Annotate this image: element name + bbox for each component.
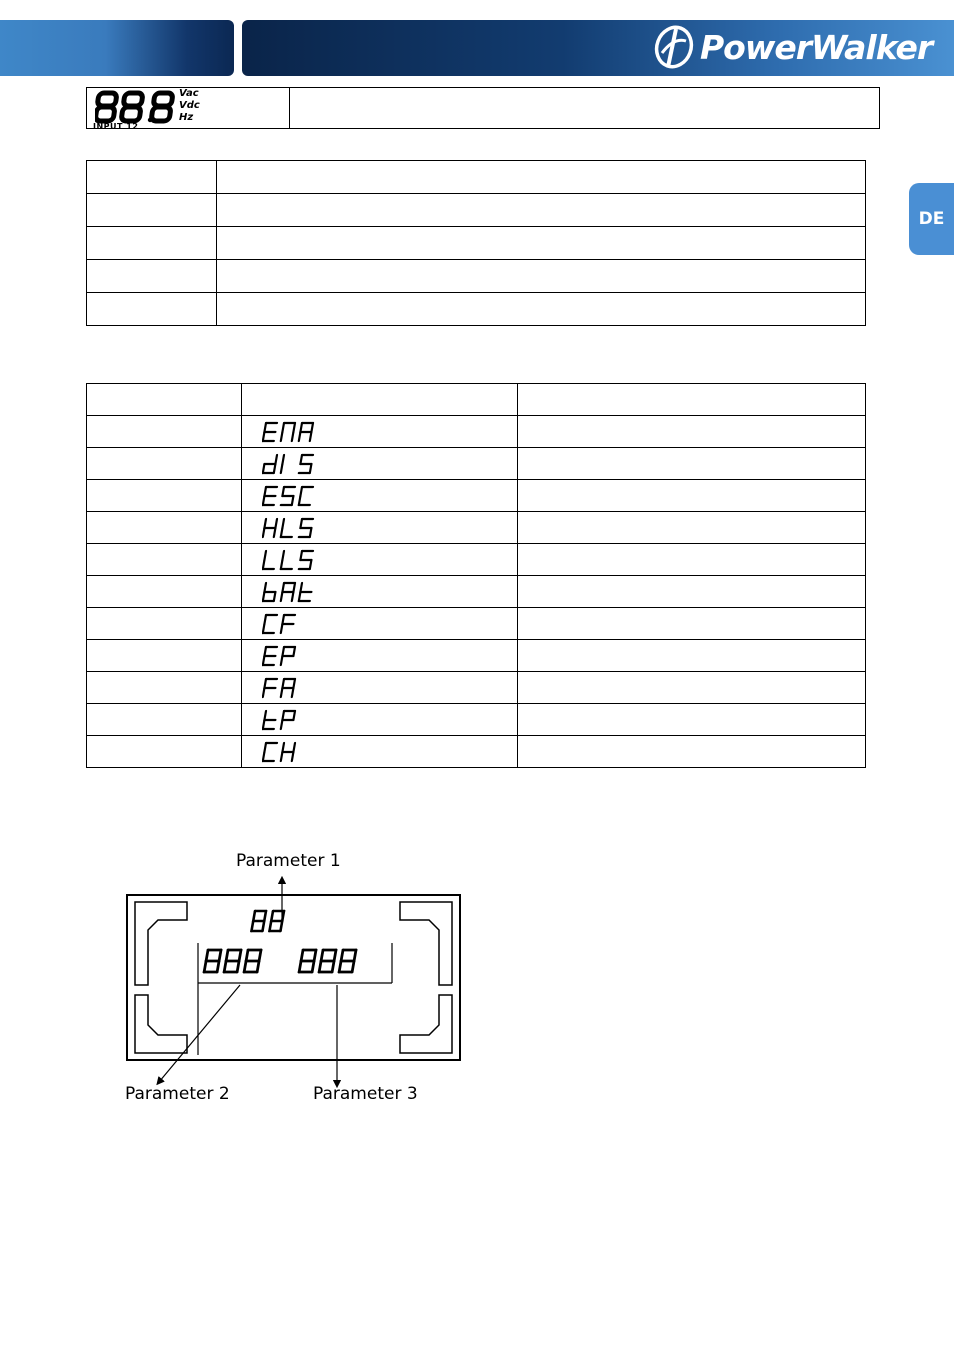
segment-f xyxy=(271,911,273,921)
segment-e xyxy=(244,961,246,972)
segment-e xyxy=(224,961,226,972)
segment-c xyxy=(312,961,314,972)
segment-c xyxy=(217,961,219,972)
segment-c xyxy=(352,961,354,972)
segment-e xyxy=(319,961,321,972)
segment-f xyxy=(341,950,343,961)
segment-f xyxy=(253,911,255,921)
segment-e xyxy=(299,961,301,972)
segment-c xyxy=(257,961,259,972)
segment-f xyxy=(301,950,303,961)
brand-name: PowerWalker xyxy=(700,27,933,67)
input-label: INPUT 12 xyxy=(93,122,139,131)
segment-b xyxy=(354,950,356,961)
segment-c xyxy=(262,921,264,931)
segment-f xyxy=(321,950,323,961)
segment-f xyxy=(206,950,208,961)
segment-b xyxy=(334,950,336,961)
language-tab-de[interactable]: DE xyxy=(909,183,954,255)
parameter-1-label: Parameter 1 xyxy=(236,851,341,871)
segment-b xyxy=(259,950,261,961)
segment-b xyxy=(264,911,266,921)
segment-e xyxy=(251,921,253,931)
parameter-3-label: Parameter 3 xyxy=(313,1084,418,1104)
segment-c xyxy=(332,961,334,972)
segment-b xyxy=(219,950,221,961)
segment-b xyxy=(314,950,316,961)
parameter-2-label: Parameter 2 xyxy=(125,1084,230,1104)
segment-b xyxy=(239,950,241,961)
input-units: Vac Vdc Hz xyxy=(179,88,200,123)
segment-f xyxy=(226,950,228,961)
segment-e xyxy=(204,961,206,972)
segment-e xyxy=(339,961,341,972)
segment-e xyxy=(269,921,271,931)
segment-c xyxy=(237,961,239,972)
segment-f xyxy=(246,950,248,961)
